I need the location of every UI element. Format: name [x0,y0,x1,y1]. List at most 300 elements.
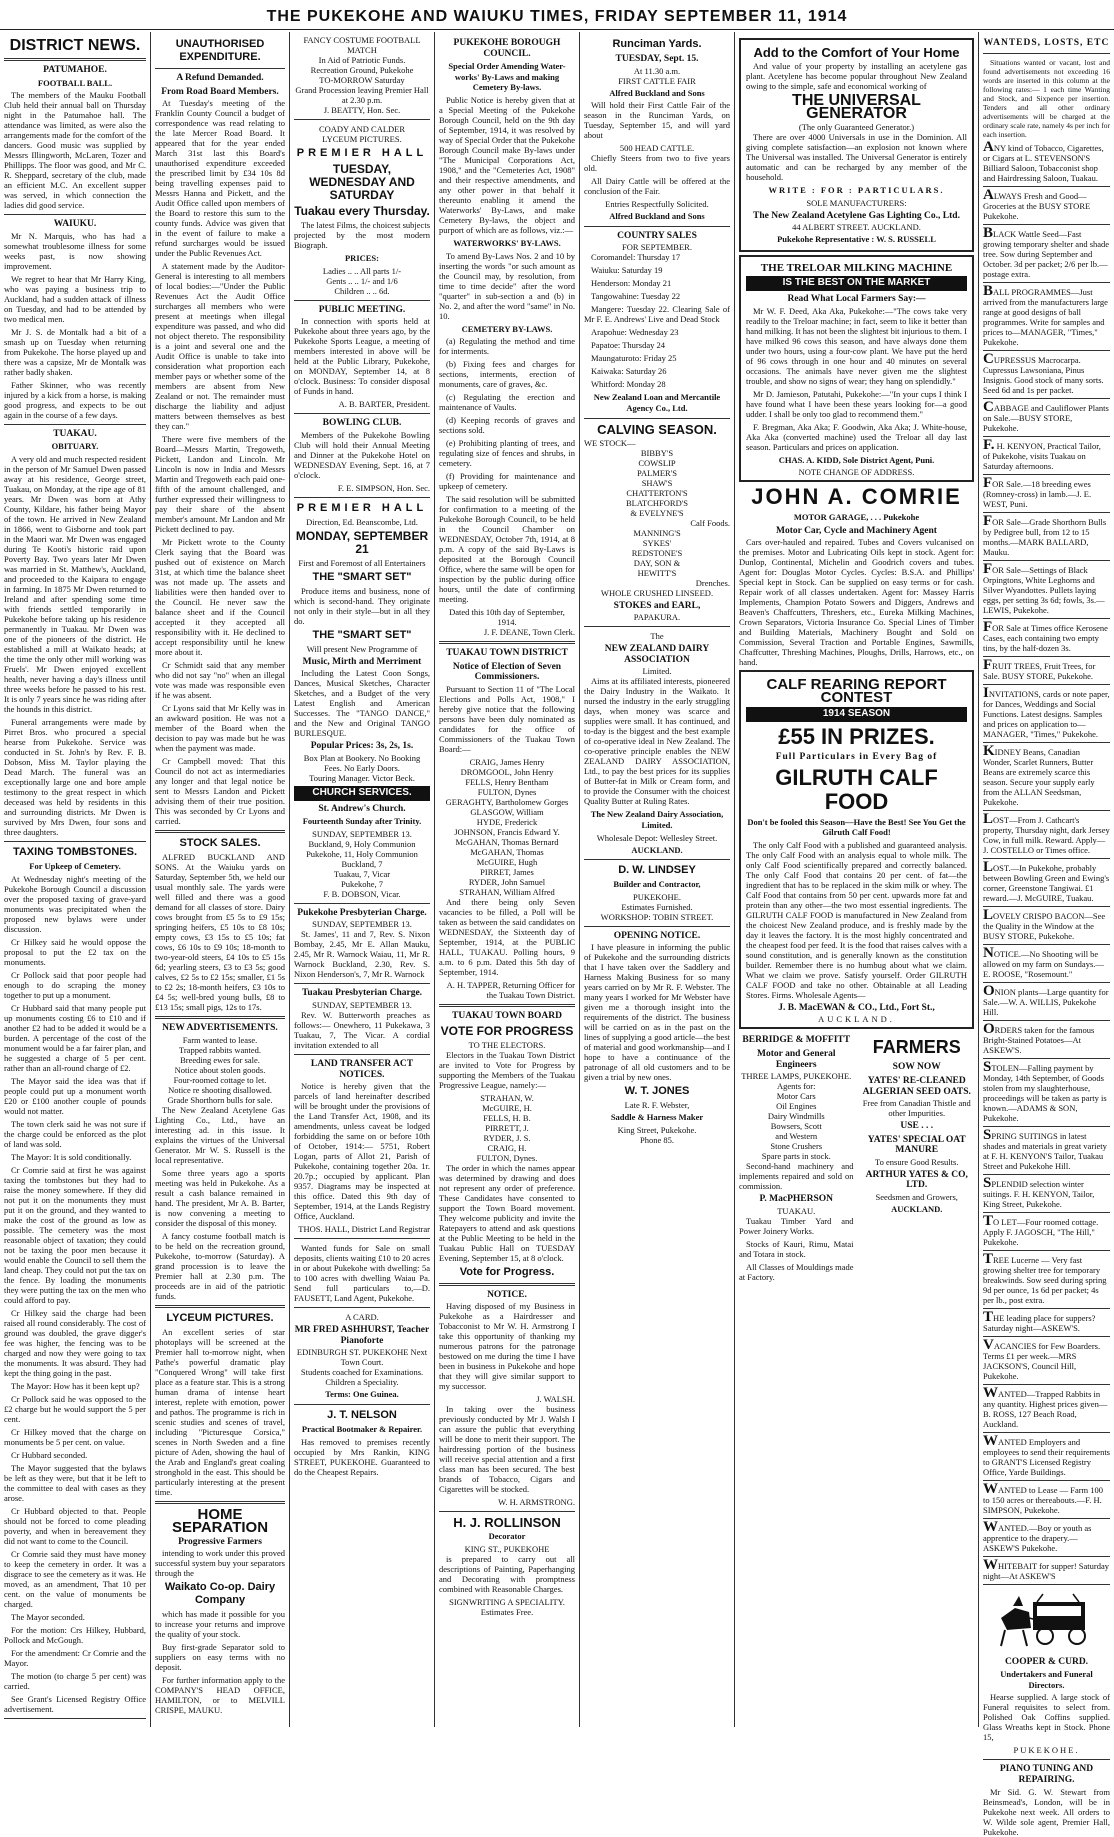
list-item: PALMER'S [637,467,677,478]
list-item: Notice about stolen goods. [174,1064,266,1075]
full-particulars: Full Particulars in Every Bag of [775,751,938,762]
sale-time: At 11.30 a.m. [633,65,681,76]
walsh-sign: J. WALSH. [536,1394,575,1405]
tuakau-district-sub: Notice of Election of Seven Commissioners. [452,661,562,683]
paragraph: Mr J. S. de Montalk had a bit of a smash up on Tuesday when returning from Pukekohe. The horse played up and there was a capsize, Mr de Montalk was rather badly shaken. [4,326,146,377]
wanted-item: WANTED Employers and employees to send their requirements to GRANT'S Licensed Registry Office, Yarde Buildings. [983,1432,1110,1477]
decorator: Decorator [488,1531,526,1542]
calving-season: CALVING SEASON. [597,421,717,437]
prices-head: PRICES: [344,253,379,263]
vote-text: Electors in the Tuakau Town District are invited to Vote for Progress by supporting the Members of the Tuakau Progressive League, namely:— [439,1049,575,1090]
paragraph: There were five members of the Board—Messrs Martin, Tregoweth, Pickett, Landon and Lincoln. Mr Lincoln is now in India and Messrs Martin and Tregoweth each paid one-fifth of the amount challenged, and further expressed their willingness to pay their share of the absent member's amount. Mr Landon and Mr Pickett declined to pay. [155,434,285,535]
st-andrews: St. Andrew's Church. [318,803,406,814]
smart-set-1: THE "SMART SET" [312,570,412,583]
prizes: £55 IN PRIZES. [778,723,935,749]
wanted-item: WANTED to Lease — Farm 100 to 150 acres or thereabouts.—F. H. SIMPSON, Pukekohe. [983,1480,1104,1515]
coady-calder [294,124,430,144]
cooper-curd: COOPER & CURD. [1004,1656,1089,1667]
lindsey: D. W. LINDSEY [618,864,696,877]
nelson-sub: Practical Bootmaker & Repairer. [301,1423,423,1434]
estimates: Estimates Furnished. [621,901,693,912]
section-head: TAXING TOMBSTONES. [12,845,138,858]
paragraph: Mr N. Marquis, who has had a somewhat troublesome illness for some weeks past, is now showing improvement. [4,230,146,271]
pres-text: St. James', 11 and 7, Rev. S. Nixon Bombay, 2.45, Mr E. Allan Mauku, 2.45, Mr R. Warnock Waiau, 11, Mr R. Warnock Buckland, 2.30, Rev. S. Nixon Henderson's, 7, Mr R. Warnock [294,929,430,980]
paragraph: Father Skinner, who was recently injured by a kick from a horse, is making good progress, and expects to be out again in the course of a few days. [4,379,146,420]
list-item: In Aid of Patriotic Funds. [318,55,406,65]
calf-food-brands [584,448,730,518]
wanted-item: SPLENDID selection winter suitings. F. H. KENYON, Tailor, King Street, Pukekohe. [983,1174,1095,1209]
list-item: Farm wanted to lease. [182,1034,258,1045]
cattle-fair: FIRST CATTLE FAIR [618,75,696,86]
paragraph: Cr Lyons said that Mr Kelly was in an awkward position. He was not a member of the Board when the decision to pay was made but he was when the payment was made. [155,703,285,754]
wanteds-list [983,138,1110,1585]
nelson-text: Has removed to premises recently occupied by Mrs Rankin, KING STREET, PUKEKOHE. Guaranteed to do the Cheapest Repairs. [294,1436,430,1477]
list-item: Grand Procession leaving Premier Hall at 2.30 p.m. [295,85,429,105]
wanted-item: FOR Sale.—18 breeding ewes (Romney-cross) in lamb.—J. E. WEST, Puni. [983,474,1092,509]
paragraph: Cr Hilkey moved that the charge on monuments be 5 per cent. on value. [4,1426,146,1447]
paragraph: (d) Keeping records of graves and sections sold. [439,415,575,436]
paragraph: For the amendment: Cr Comrie and the Mayor. [4,1647,146,1668]
list-item: LYCEUM PICTURES. [322,134,402,144]
paragraph: An excellent series of star photoplays will be screened at the Premier hall to-morrow night, when Pathe's powerful dramatic play "Conquered Wrong" will take first place as a feature star. This is a strong human drama of intense heart interest, replete with emotion, power and pathos. The programme is rich in scenic studies and scenes of travel, including "Picturesque Corsica," scenes in North Sweden and a fine picture of Aden, showing the haul of the Arab and England's great coaling stronghold in the east. This should be particularly interesting at the present time. [155,1326,285,1497]
jones-sub: Late R. F. Webster, [624,1100,690,1111]
football-match-ad [294,35,430,115]
wanteds-head: WANTEDS, LOSTS, ETC [983,38,1110,48]
section-head: TUAKAU. [53,428,97,439]
bowling-head: BOWLING CLUB. [322,418,402,429]
paragraph: Mr Pickett wrote to the County Clerk saying that the Board was pushed out of existence on March 31st, at which time the balance sheet was not made up. The assets and liabilities were then handed over to the Council. He never saw the balance sheet and if the Council accepted it they accepted all responsibility with it. He declined to accept responsibility until he knew more about it. [155,537,285,658]
rollinson-text: is prepared to carry out all descriptions of Painting, Paperhanging and Decorating with promptness combined with Reasonable Charges. [439,1553,575,1594]
papakura: PAPAKURA. [633,612,681,623]
list-item: & EVELYNE'S [630,507,684,518]
paragraph: Cr Pollock said he was opposed to the £2 charge but he would support the 5 per cent. [4,1393,146,1424]
tuakau-district-text: Pursuant to Section 11 of "The Local Elections and Polls Act, 1908," I hereby give notice that the following persons have been duly nominated as candidates for the office of Commissioners of the Tuakau Town Board:— [439,683,575,754]
list-item: DROMGOOL, John Henry [460,766,554,777]
three-lamps: THREE LAMPS, PUKEKOHE. [741,1071,852,1082]
paragraph: Funeral arrangements were made by Pirret Bros. who procured a special hearse from Pukekohe. Service was conducted in St. John's by Rev. F. B. Dobson, Miss M. Taylor playing the Dead March. The funeral was an exceptionally large one and bore ample testimony to the great respect in which deceased was held by residents in this and surrounding districts. Mr Dwen is survived by Mrs Dwen, four sons and three daughters. [4,716,146,837]
list-item: McGAHAN, Thomas Bernard [455,836,559,847]
macpherson-tuakau: TUAKAU. [777,1205,816,1216]
wanted-item: LOST.—In Pukekohe, probably between Bowling Green and Ewing's corner, Greenstone Tangiwai. £1 reward.—J. McGUIRE, Tuakau. [983,858,1110,903]
wanted-item: ONION plants—Large quantity for Sale.—W. A. WILLIS, Pukekohe Hill. [983,982,1109,1017]
list-item: Stone Crushers [770,1141,823,1152]
paragraph: See Grant's Licensed Registry Office advertisement. [4,1693,146,1714]
list-item: Notice re shooting disallowed. [168,1084,272,1095]
jones: W. T. JONES [624,1085,690,1098]
premier-hall: PREMIER HALL [296,147,428,159]
builder: Builder and Contractor, [613,879,701,890]
paragraph: The New Zealand Acetylene Gas Lighting Co., Ltd., have an interesting ad. in this issue. It explains the virtues of the Universal Generator. Mr W. S. Russell is the local representative. [155,1104,285,1165]
wanted-item: BLACK Wattle Seed—Fast growing temporary shelter and shade tree. Sow during September and October. 3d per packet; 2/6 per lb.—postage extra. [983,224,1110,279]
wanted-item: TREE Lucerne — Very fast growing shelter tree for temporary breakwinds. Sow seed during spring 9d per ounce, 1s 6d per packet; 4s per lb., post extra. [983,1250,1107,1305]
paragraph: Whitford: Monday 28 [591,379,666,390]
dated: Dated this 10th day of September, 1914. [449,607,565,628]
wanted-item: THE leading place for suppers? Saturday night—ASKEW'S. [983,1308,1096,1333]
list-item: HEWITT'S [637,567,677,578]
list-item: McGAHAN, Thomas [470,846,544,857]
free-thistle: Free from Canadian Thistle and other Impurities. [862,1098,971,1119]
sunday-date: SUNDAY, SEPTEMBER 13. [312,828,412,839]
season-1914: 1914 SEASON [746,707,967,722]
paragraph: Tangowahine: Tuesday 22 [591,291,681,302]
list-item: RYDER, John Samuel [468,876,546,887]
best-on-market: IS THE BEST ON THE MARKET [746,276,967,291]
lyceum-body [155,1327,285,1497]
paragraph: ALFRED BUCKLAND AND SONS. At the Waiuku yards on Saturday, September 5th, we held our usual monthly sale. The yards were well filled and there was a good demand for all classes of store. Dairy cows brought from £5 5s to £9 15s; springing heifers, £5 10s to £8 10s; empty cows, £3 15s to £5 10s; fat cows, £6 10s to £9 10s; 18-month to two-year-old steers, £4 10s to £5 15s 6d; yearling steers, £3 to £3 5s; good calves, £2 5s to £2 15s; smaller, £1 5s to £2 2s; 18-month heifers, £3 10s to £4 5s; well-bred young bulls, £8 to £13 15s; small pigs, 12s to 17s. [155,852,285,1013]
arthur-yates: ARTHUR YATES & CO, LTD. [865,1169,968,1191]
wanted-item: ANY kind of Tobacco, Cigarettes, or Cigars at L. STEVENSON'S Billiard Saloon, Tobacconist shop and Hairdressing Saloon, Tuakau. [983,138,1104,183]
yates-oats: YATES' RE-CLEANED ALGERIAN SEED OATS. [862,1075,971,1097]
tuakau-thursday: Tuakau every Thursday. [294,204,430,218]
list-item: GLASGOW, William [470,806,544,817]
wanted-item: WANTED—Trapped Rabbits in any quantity. Highest prices given—B. ROSS, 127 Beach Road, Auckland. [983,1384,1108,1429]
paragraph: Cr Hubbard objected to that. People should not be forced to come pleading poverty, and when in bereavement they did not want to come to the Council. [4,1505,146,1546]
generator-text2: There are over 4000 Universals in use in the Dominion. All giving complete satisfaction—an explosion not known where The Universal was installed. The Universal Generator is entirely automatic and can be recharged by any member of the household. [746,132,967,182]
paragraph: Cr Hilkey said the charge had been raised all round considerably. The cost of ground was doubled, the grave digger's fee was higher, the fencing was to be charged and now they were going to tax the monuments. It was absurd. They had kept the thing going in the past. [4,1307,146,1378]
write-particulars: WRITE : FOR : PARTICULARS. [768,185,945,195]
paragraph: (c) Regulating the erection and maintenance of Vaults. [439,392,575,413]
list-item: Oil Engines [776,1101,817,1112]
ashhurst-text: Students coached for Examinations. Children a Speciality. [300,1367,424,1388]
list-item: Pukekohe, 7 [340,878,384,889]
list-item: Four-roomed cottage to let. [173,1074,267,1085]
pres-sunday: SUNDAY, SEPTEMBER 13. [312,919,412,930]
list-item: STRAHAN, William Alfred [459,886,555,897]
section-sub: OBITUARY. [51,441,99,452]
paragraph: The Mayor: It is sold conditionally. [11,1151,132,1162]
wanted-item: ALWAYS Fresh and Good—Groceries at the BUSY STORE Pukekohe. [983,186,1091,221]
box-plan: Box Plan at Bookery. No Booking Fees. No Early Doors. [303,752,421,773]
column-advertisements [734,32,978,1727]
workshop: WORKSHOP: TOBIN STREET. [600,911,714,922]
monday-text: First and Foremost of all Entertainers [298,557,426,568]
premier-hall-2: PREMIER HALL [296,501,428,514]
returning-officer: A. H. TAPPER, Returning Officer for the Tuakau Town District. [446,979,575,1000]
representative: Pukekohe Representative : W. S. RUSSELL [777,234,936,245]
list-item: DAY, SON & [633,557,681,568]
dont-be-fooled: Don't be fooled this Season—Have the Best! See You Get the Gilruth Calf Food! [747,816,966,838]
paragraph: (f) Providing for maintenance and upkeep of cemetery. [439,471,575,492]
we-stock: WE STOCK— [584,437,636,448]
wanted-item: WANTED.—Boy or youth as apprentice to the drapery.—ASKEW'S Pukekohe. [983,1518,1092,1553]
notice-head: NOTICE. [487,1289,527,1300]
paragraph: Buy first-grade Separator sold to suppliers on easy terms with no deposit. [155,1642,285,1673]
wanted-item: LOVELY CRISPO BACON—See the Quality in the Window at the BUSY STORE, Pukekohe. [983,906,1106,941]
generator-head: Add to the Comfort of Your Home [753,45,960,60]
paragraph: Kaiwaka: Saturday 26 [591,366,667,377]
list-item: PIRRET, James [480,866,534,877]
paragraph: The Mayor suggested that the bylaws be left as they were, but that it be left to the committee to deal with cases as they arose. [4,1462,146,1503]
generator-ad [739,38,974,252]
bowling-sign: F. E. SIMPSON, Hon. Sec. [337,482,430,493]
paragraph: Cr Hubbard said that many people put up monuments costing £6 to £10 and if another £2 had to be added it would be a burden. A percentage of the cost of the monument would be a far fairer plan, and he suggested a charge of 5 per cent. rather than an all-round charge of £2. [4,1002,146,1073]
paragraph: The town clerk said he was not sure if the charge could be enforced as the plot of land was sold. [4,1118,146,1149]
list-item: GERAGHTY, Bartholomew Gorges [445,796,569,807]
waikato-body [155,1609,285,1715]
paragraph: A very old and much respected resident in the person of Mr Samuel Dwen passed away at his residence, George street, Tuakau, on Monday, at the ripe age of 81 years. Mr Dwen was born at Athy County, Kildare, his father being Mayor of the town. He arrived in New Zealand in 1866, went to Gisborne and took part in the Maori war. Mr Dwen was engaged during Te Kooti's historic raid upon Poverty Bay. Two years later Mr Dwen was married in St. Matthew's, Auckland, and proceeded to the Kaipara to engage in farming. In 1875 Mr Dwen returned to Ireland and after spending some time with friends settled temporarily in Pukekohe before taking up his residence permanently in Tuakau. Mr Dwen was one of the pioneers of the district. He established a mill at Waikato heads; at the time the only other mill working was Fruels'. Mr Dwen enjoyed excellent health, never having a day's illness until three weeks before he passed to his rest. It is only 7 years since he was riding after the hounds in this district. [4,453,146,714]
paragraph: (b) Fixing fees and charges for sections, interments, erection of monuments, care of graves, &c. [439,359,575,390]
calf-contest: CALF REARING REPORT CONTEST [766,676,947,707]
council-text: Public Notice is hereby given that at a Special Meeting of the Pukekohe Borough Council, held on the 9th day of September, 1914, it was resolved by way of Special Order that the Pukekohe Borough Council make By-laws under "The Municipal Corporations Act, 1908," and the "Cemeteries Act, 1908" and their respective amendments, and any other power in that behalf it thereunto enabling it amend the Waterworks' By-Laws, and make Cemetery By-laws, the object and purport of which are as follows, viz.:— [439,94,575,235]
macewan: J. B. MacEWAN & CO., Ltd., Fort St., [778,1002,935,1013]
list-item: SHAW'S [641,477,673,488]
column-sales [579,32,734,1727]
waterworks-head: WATERWORKS' BY-LAWS. [453,237,561,248]
wanted-item: FOR Sale—Settings of Black Orpingtons, White Leghorns and Silver Wyandottes. Pullets laying eggs, per setting 3s 6d; fowls, 3s.—LEWIS, Pukekohe. [983,560,1105,615]
macewan-auckland: AUCKLAND. [818,1014,895,1025]
vote-text2: The order in which the names appear was determined by drawing and does not represent any order of preference. These Candidates have consented to support the Town Board movement. They welcome publicity and invite the Ratepayers to attend and ask questions at the Public Meeting to be held in the Tuakau Public Hall on TUESDAY Evening, September 15, at 8 o'clock. [439,1162,575,1263]
calf-foods: Calf Foods. [690,517,730,528]
town-clerk: J. F. DEANE, Town Clerk. [483,627,575,638]
estimates-free: Estimates Free. [480,1606,534,1617]
list-item: RYDER, J. S. [483,1132,531,1143]
motor-engineers: Motor and General Engineers [757,1048,836,1070]
for-september: FOR SEPTEMBER. [622,242,692,253]
hearse-illustration [993,1588,1098,1650]
column-district-news [0,32,150,1727]
use: USE . . . [900,1121,934,1132]
list-item: Breeding ewes for sale. [180,1054,260,1065]
smart-set-2-text: Will present New Programme of [306,643,418,654]
berridge-moffitt: BERRIDGE & MOFFITT [742,1035,851,1046]
list-item: Trapped rabbits wanted. [178,1044,262,1055]
list-item: Ladies .. .. All parts 1/- [322,265,402,276]
spare-parts: Spare parts in stock. [761,1151,831,1162]
new-ads-body [155,1105,285,1301]
opening-text: I have pleasure in informing the public of Pukekohe and the surrounding districts that I have taken over the Saddlery and Harness Making Business for so many years carried on by Mr R. F. Webster. The many years I worked for Mr Webster have given me a thorough insight into the requirements of the district. The business will be carried on as in the past on the lines of supplying a good article—the best of material and good workmanship—and I hope to have a continuance of the patronage of all old customers and to be given a trial by new ones. [584,942,730,1083]
wholesale: Wholesale Depot: Wellesley Street. [596,832,718,843]
progressive-farmers: Progressive Farmers [178,1536,262,1547]
change-address: NOTE CHANGE OF ADDRESS. [798,467,915,478]
universal-generator: THE UNIVERSAL GENERATOR [792,92,921,122]
lyceum-title: LYCEUM PICTURES. [166,1311,274,1324]
calf-text: The only Calf Food with a published and guaranteed analysis. The only Calf Food with an analysis equal to whole milk. The only Calf Food scientifically prepared and correctly balanced. The only Calf Food that contains 20 per cent. of fat—the ingredient that has to be replaced in the skim milk or whey. The Calf Food that contains from 50 per cent. upwards more fat and protein than any other—the two most essential ingredients. The GILRUTH CALF FOOD is manufactured in New Zealand from the choicest New Zealand produce, and is freshly made by the day it leaves the factory. It is the most highly concentrated and the cheapest food per feed. It is the food that raises calves with a sound constitution, and is generally known as the constitution builder. Remember there is no humbug about what we claim. What we claim we prove. Satisfy yourself. Order GILRUTH CALF FOOD and take no other. Obtainable at all Leading Stores. Firms. Wholesale Agents— [746,839,967,1000]
wanted-item: TO LET—Four roomed cottage. Apply F. JAGOSCH, "The Hill," Pukekohe. [983,1212,1099,1247]
tuakau-district-text2: And there being only Seven vacancies to be filled, a Poll will be taken as between the said candidates on WEDNESDAY, the Sixteenth day of September, 1914, at the PUBLIC HALL, TUAKAU. Polling hours, 9 a.m. to 6 p.m. Dated this 5th day of September, 1914. [439,896,575,977]
list-item: McGUIRE, H. [482,1102,532,1113]
list-item: Tuakau, 7, Vicar [333,868,391,879]
fourteenth-sunday: Fourteenth Sunday after Trinity. [302,816,422,827]
land-sign: THOS. HALL, District Land Registrar [298,1224,430,1235]
berridge-ad [739,1032,854,1284]
unauthorised-body [155,98,285,826]
new-ads-list [155,1035,285,1105]
oat-manure: YATES' SPECIAL OAT MANURE [867,1134,966,1156]
paragraph: Maungaturoto: Friday 25 [591,353,677,364]
smart-set-2: THE "SMART SET" [312,628,412,641]
paragraph: We regret to hear that Mr Harry King, who was paying a business trip to Auckland, had a sudden attack of illness on Tuesday, and had to be attended by two medical men. [4,273,146,324]
paragraph: Henderson: Monday 21 [591,278,672,289]
wanted-item: NOTICE.—No Shooting will be allowed on my farm on Sundays.—E. ROOSE, "Rosemount." [983,944,1104,979]
council-sub: Special Order Amending Water-works' By-Laws and making Cemetery By-laws. [448,61,566,93]
jones-address: King Street, Pukekohe. [617,1124,697,1135]
column-council [150,32,289,1727]
district-news-title: DISTRICT NEWS. [9,37,141,54]
direction: Direction, Ed. Beanscombe, Ltd. [306,516,418,527]
district-news-sections [4,65,146,1719]
wanted-item: CUPRESSUS Macrocarpa. Cupressus Lawsoniana, Pinus Insignis. Good stock of many sorts. Seed 6d and 1s per packet. [983,350,1104,395]
saddle-maker: Saddle & Harness Maker [610,1112,704,1123]
motor-head: Motor Car, Cycle and Machinery Agent [776,525,937,536]
opening-notice: OPENING NOTICE. [613,930,701,941]
list-item: REDSTONE'S [631,547,683,558]
tuakau-pres-head: Tuakau Presbyterian Charge. [301,988,423,999]
service-list [294,839,430,889]
list-item: TO-MORROW Saturday [319,75,405,85]
king-st: KING ST., PUKEKOHE [464,1543,550,1554]
cemetery-list [439,336,575,491]
paragraph: For further information apply to the COMPANY'S HEAD OFFICE, HAMILTON, or to MELVILL CRISPE, MAUKU. [155,1675,285,1716]
town-board-head: TUAKAU TOWN BOARD [452,1010,562,1021]
testimonial-1: Mr W. F. Deed, Aka Aka, Pukekohe:—"The cows take very readily to the Treloar machine; in fact, seem to like it better than hand milking. It has not been the slightest bit injurious to them. I have milked 96 cows this season, and have always done them under two hours, using a four-cow plant. We have put the herd of 96 cows through in one hour and 40 minutes on several occasions. The animals have never given me the slightest trouble, and show no signs of wear; they hang on splendidly." [746,305,967,386]
list-item: STRAHAN, W. [480,1092,534,1103]
paragraph: The members of the Mauku Football Club held their annual ball on Thursday night in the Patumahoe hall. The attendance was limited, as were also the arrangements made for the comfort of the dancers. Good music was supplied by Messrs Illingworth, McLaren, Tozer and Phillipps. The floor was good, and Mr C. R. Sheppard, secretary of the club, made an efficient M.C. An excellent supper was served, in which connection the ladies did good service. [4,90,146,211]
timber-stocks: Stocks of Kauri, Rimu, Matai and Totara in stock. [739,1238,854,1259]
terms: Terms: One Guinea. [325,1389,399,1400]
list-item: COWSLIP [638,457,676,468]
list-item: CHATTERTON'S [626,487,688,498]
auckland: AUCKLAND. [631,844,683,855]
paragraph: Papatoe: Thursday 24 [591,340,665,351]
nelson: J. T. NELSON [327,1408,397,1421]
runciman-yards: Runciman Yards. [612,38,702,50]
sole-manufacturers: SOLE MANUFACTURERS: [806,197,907,208]
list-item: MANNING'S [633,527,681,538]
list-item: Grade Shorthorn bulls for sale. [167,1094,273,1105]
list-item: JOHNSON, Francis Edward Y. [454,826,560,837]
land-transfer-text: Notice is hereby given that the parcels of land hereinafter described will be brought under the provisions of the Land Transfer Act, 1908, and its amendments, unless caveat be lodged forbidding the same on or before 10th of October, 1914:— 5751, Robert Logan, parts of Allot 21, Parish of Pukekohe, containing together 20a. 1r. 20.7p.; occupied by applicant. Plan 9357. Diagrams may be inspected at this office. Dated this 9th day of September, 1914, at the Lands Registry Office, Auckland. [294,1081,430,1222]
macpherson: P. MacPHERSON [759,1194,834,1205]
wanted-item: STOLEN—Falling payment by Monday, 14th September, of Goods stolen from my slaughterhouse, proceedings will be taken as party is known.—ADAMS & SON, Pukekohe. [983,1058,1107,1123]
list-item: McGUIRE, Hugh [476,856,538,867]
paragraph: Waiuku: Saturday 19 [591,265,663,276]
vote-progress-head: VOTE FOR PROGRESS [440,1023,574,1038]
undertakers: Undertakers and Funeral Directors. [1000,1669,1093,1690]
yates-ad [860,1032,975,1284]
jones-phone: Phone 85. [640,1134,674,1145]
waterworks-text: To amend By-Laws Nos. 2 and 10 by inserting the words "or such amount as the Council may, by resolution, from time to time decide" after the word "quarter" in sub-section a and (b) in No. 2, and after the word "same" in No. 10. [439,250,575,321]
wanted-item: BALL PROGRAMMES—Just arrived from the manufacturers large range at good designs of ball programmes. Write for samples and prices to—MANAGER, "Times," Pukekohe. [983,282,1108,347]
rollinson: H. J. ROLLINSON [453,1515,561,1531]
country-sales: COUNTRY SALES [617,230,697,241]
paragraph: The Mayor: How has it been kept up? [11,1380,140,1391]
list-item: PIRRETT, J. [485,1122,529,1133]
prices-list [294,266,430,296]
paragraph: The Mayor said the idea was that if people could put up a monument worth £20 or £100 another couple of pounds would not matter. [4,1075,146,1116]
list-item: Pukekohe, 11, Holy Communion [306,848,418,859]
list-item: HYDE, Frederick [476,816,538,827]
section-sub: For Upkeep of Cemetery. [29,860,121,871]
section-sub: FOOTBALL BALL. [37,77,113,88]
refund-sub: A Refund Demanded. [176,73,264,83]
wanted-item: FOR Sale at Times office Kerosene Cases, each containing two empty tins, by the half-dozen 3s. [983,618,1108,653]
wanteds-intro: Situations wanted or vacant, lost and found advertisements not exceeding 16 words are inserted in this column at the following rates:— 1 each time Wanting and Stock, and Sixpence per insertion. Tenders and all other ordinary advertisements will be charged at the ordinary scale rate, namely 4s per inch for each insertion. [983,57,1110,139]
piano-tuning: PIANO TUNING AND REPAIRING. [999,1764,1094,1785]
treloar-head: THE TRELOAR MILKING MACHINE [760,261,953,274]
albert-street: 44 ALBERT STREET. AUCKLAND. [792,222,921,233]
notice-text: Having disposed of my Business in Pukekohe as a Hairdresser and Tobacconist to Mr W. H. Armstrong I take this opportunity of thanking my numerous patrons for the patronage bestowed on me during the time I have been in business in Pukekohe and hope that they will give similar support to my successor. [439,1301,575,1392]
paragraph: Mangere: Tuesday 22. Clearing Sale of Mr F. E. Andrews' Live and Dead Stock [584,304,730,325]
list-item: and Western [775,1131,818,1142]
list-item: FANCY COSTUME FOOTBALL MATCH [303,35,421,55]
list-item: BIBBY'S [640,447,674,458]
wanted-item: INVITATIONS, cards or note paper, for Dances, Weddings and Social Functions. Latest designs. Samples and prices on application to—MANAGER, "Times," Pukekohe. [983,684,1110,739]
yates-auckland: AUCKLAND. [891,1204,943,1215]
paragraph: A statement made by the Auditor-General is interesting to all members of local bodies:—"Under the Public Revenues Act the Audit Office surcharges all members who were present at meetings when illegal expenditure was passed, and who did not object thereto. The responsibility is a joint and several one and the Audit Office is unable to take into consideration what proportion each member pays or whether some of the members are absent from New Zealand or not. The remainder must discharge the liability and adjust matters between themselves as best they can." [155,261,285,432]
list-item: Bowsers, Scott [770,1121,822,1132]
paragraph: Cr Campbell moved: That this Council do not act as intermediaries any longer and that legal notice be sent to Messrs Landon and Pickett advising them of their true position. This was seconded by Cr Lyons and carried. [155,756,285,827]
testimonial-3: F. Bregman, Aka Aka; F. Goodwin, Aka Aka; J. White-house, Aka Aka (converted machine) used the Treloar all day last season. Particulars and prices on application. [746,421,967,452]
tuakau-district-head: TUAKAU TOWN DISTRICT [446,648,568,659]
gilruth-ad [739,670,974,1029]
separation-body [155,1548,285,1578]
music-text: Including the Latest Coon Songs, Dances, Musical Sketches, Character Sketches, and a Budget of the very Latest English and American Successes. The "TANGO DANCE," and the New and Original TANGO BURLESQUE. [294,668,430,739]
cattle-text: Chiefly Steers from two to five years old. [584,153,730,174]
page-columns [0,32,1114,1837]
paragraph: Cr Hubbard seconded. [11,1449,88,1460]
wanted-item: FRUIT TREES, Fruit Trees, for Sale. BUSY STORE, Pukekohe. [983,656,1096,681]
good-results: To ensure Good Results. [875,1156,959,1167]
list-item: FELLS, H. B. [483,1112,531,1123]
popular-prices: Popular Prices: 3s, 2s, 1s. [310,741,414,752]
smart-set-text: Produce items and business, none of which is second-hand. They originate not only in their style—but in all they do. [294,585,430,626]
candidate-list [439,757,575,897]
list-item: CRAIG, H. [487,1142,527,1153]
head-500: 500 HEAD CATTLE. [619,143,695,154]
wanted-item: LOST—From J. Cathcart's property, Thursday night, dark Jersey Cow, in full milk. Reward. Apply—J. COSTELLO or Times office. [983,810,1110,855]
limited: Limited. [642,666,672,677]
touring-manager: Touring Manager. Victor Beck. [309,772,415,783]
list-item: Recreation Ground, Pukekohe [310,65,414,75]
ashhurst-address: EDINBURGH ST. PUKEKOHE Next Town Court. [296,1347,428,1368]
unauthorised-title: UNAUTHORISED EXPENDITURE. [175,38,265,63]
wanted-item: FOR Sale—Grade Shorthorn Bulls by Pedigree bull, from 12 to 15 months.—MARK BALLARD, Mauku. [983,512,1107,557]
dairy-text: Aims at its affiliated interests, pioneered the Dairy Industry in the Waikato. It nursed the industry in the early struggling days, when money was scarce and supplies were small. It has continued, and to-day is the biggest and the best example of co-operative ideal in New Zealand. The co-operative principle enables the NEW ZEALAND DAIRY ASSOCIATION, Ltd., to pay the best prices for its supplies of Butter-fat in Milk or Cream form, and to provide the Consumer with the choicest Quality Butter at Ruling Rates. [584,676,730,807]
section-head: PATUMAHOE. [43,65,107,75]
monday-date: MONDAY, SEPTEMBER 21 [295,528,429,556]
money-wanted: Wanted funds for Sale on small deposits, clients waiting £10 to 20 acres in or about Pukekohe with dwelling: 5a to 100 acres with dwelling Waiau Pa. Send full particulars to,—D. FAUSETT, Land Agent, Pukekohe. [294,1243,430,1304]
wanted-item: WHITEBAIT for supper! Saturday night—At ASKEW'S [983,1556,1110,1581]
motor-garage: MOTOR GARAGE, . . . Pukekohe [793,512,920,523]
list-item: Buckland, 7 [341,858,383,869]
farmers: FARMERS [872,1037,961,1058]
church-services-head: CHURCH SERVICES. [294,786,430,801]
testimonial-2: Mr D. Jamieson, Patutahi, Pukekohe:—"In your cups I think I have found what I have been these years looking for—a good udder. I shall be only too glad to recommend them." [746,388,967,419]
stock-sales-title: STOCK SALES. [179,837,261,850]
comrie-name: JOHN A. COMRIE [751,484,962,510]
tuakau-pres-text: Rev. W. Butterworth preaches as follows:— Onewhero, 11 Pukekawa, 3 Tuakau, 7, The Vicar. A cordial invitation extended to all [294,1009,430,1050]
buckland-1: Alfred Buckland and Sons [609,87,705,98]
paragraph: At Tuesday's meeting of the Franklin County Council a budget of correspondence was read relating to the late Mercer Road Board. It appeared that for the year ended March 31st last this Board's unauthorised expenditure exceeded the prescribed limit by £34 10s 8d being travelling expenses paid to Messrs Hanna and Pickett, and the Audit Office called upon members of the Board to restore this sum to the county funds. Advice was given that in the event of failure to make a refund surcharges would be issued under the Public Revenues Act. [155,98,285,259]
new-ads-title: NEW ADVERTISEMENTS. [162,1023,278,1034]
the: The [650,631,664,642]
motor-text: Cars over-hauled and repaired. Tubes and Covers vulcanised on the premises. Motor and Lubricating Oils kept in stock. Agent for: Dunlop, Continental, Michelin and Goodrich covers and tubes. Agent for: Douglas Motor Cycles. Cycles: B.S.A. and Phillips' Special kept in Stock. Can be supplied on easy terms or for cash. Repair work of all classes undertaken. Agent for: Massey Harris Implements, Champion Potato Sowers and Diggers, Andrews and Beaven's Chaffcutters, Threshers, etc., Eureka Milking Machines, Crown Separators, Victoria Insurance Co. Special Lines of Timber and Building Materials, Machinery Bought and Sold on Commission, Several Traction and Portable Engines, Sawmills, Chaffcutter, Threshing Machines, Ploughs, Drills, Harrows, etc., on hand. [739,537,974,668]
cemetery-head: CEMETERY BY-LAWS. [461,323,553,334]
masthead: THE PUKEKOHE AND WAIUKU TIMES, FRIDAY SEPTEMBER 11, 1914 [0,0,1114,30]
public-meeting-head: PUBLIC MEETING. [318,304,406,315]
second-hand: Second-hand machinery and implements repaired and sold on commission. [739,1161,854,1192]
drenches: Drenches. [695,577,730,588]
bottom-ads [739,1032,974,1284]
paragraph: Cr Comrie said at first he was against taxing the tombstones but they had to raise the money somewhere. If they did not put it on the monuments they must put it on the ground, and they wanted to make the cost of the ground as low as possible. The cemetery was the most reasonable object of taxation; they could not be taxing the poor men because it would enable the Council to sell them the land cheap. They could not put the tax on the fence. By loading the monuments they were putting the tax on the men who could afford to pay. [4,1164,146,1305]
column-notices [434,32,579,1727]
paragraph: The motion (to charge 5 per cent) was carried. [4,1670,146,1691]
paragraph: Cr Pollock said that poor people had enough to do scraping the money together to put up a monument. [4,969,146,1000]
gilruth-calf-food: GILRUTH CALF FOOD [775,764,938,814]
generator-text: And value of your property by installing an acetylene gas plant. Acetylene has become popular throughout New Zealand owing to the simple, safe and economical working of [746,61,967,91]
notice-text2: In taking over the business previously conducted by Mr J. Walsh I can assure the public that everything will be done to merit their support. The hairdressing portion of the business will receive special attention and a first class man has been secured. The best brands of Tobacco, Cigars and Cigarettes will be stocked. [439,1404,575,1495]
home-separation-title: HOME SEPARATION [171,1505,269,1536]
